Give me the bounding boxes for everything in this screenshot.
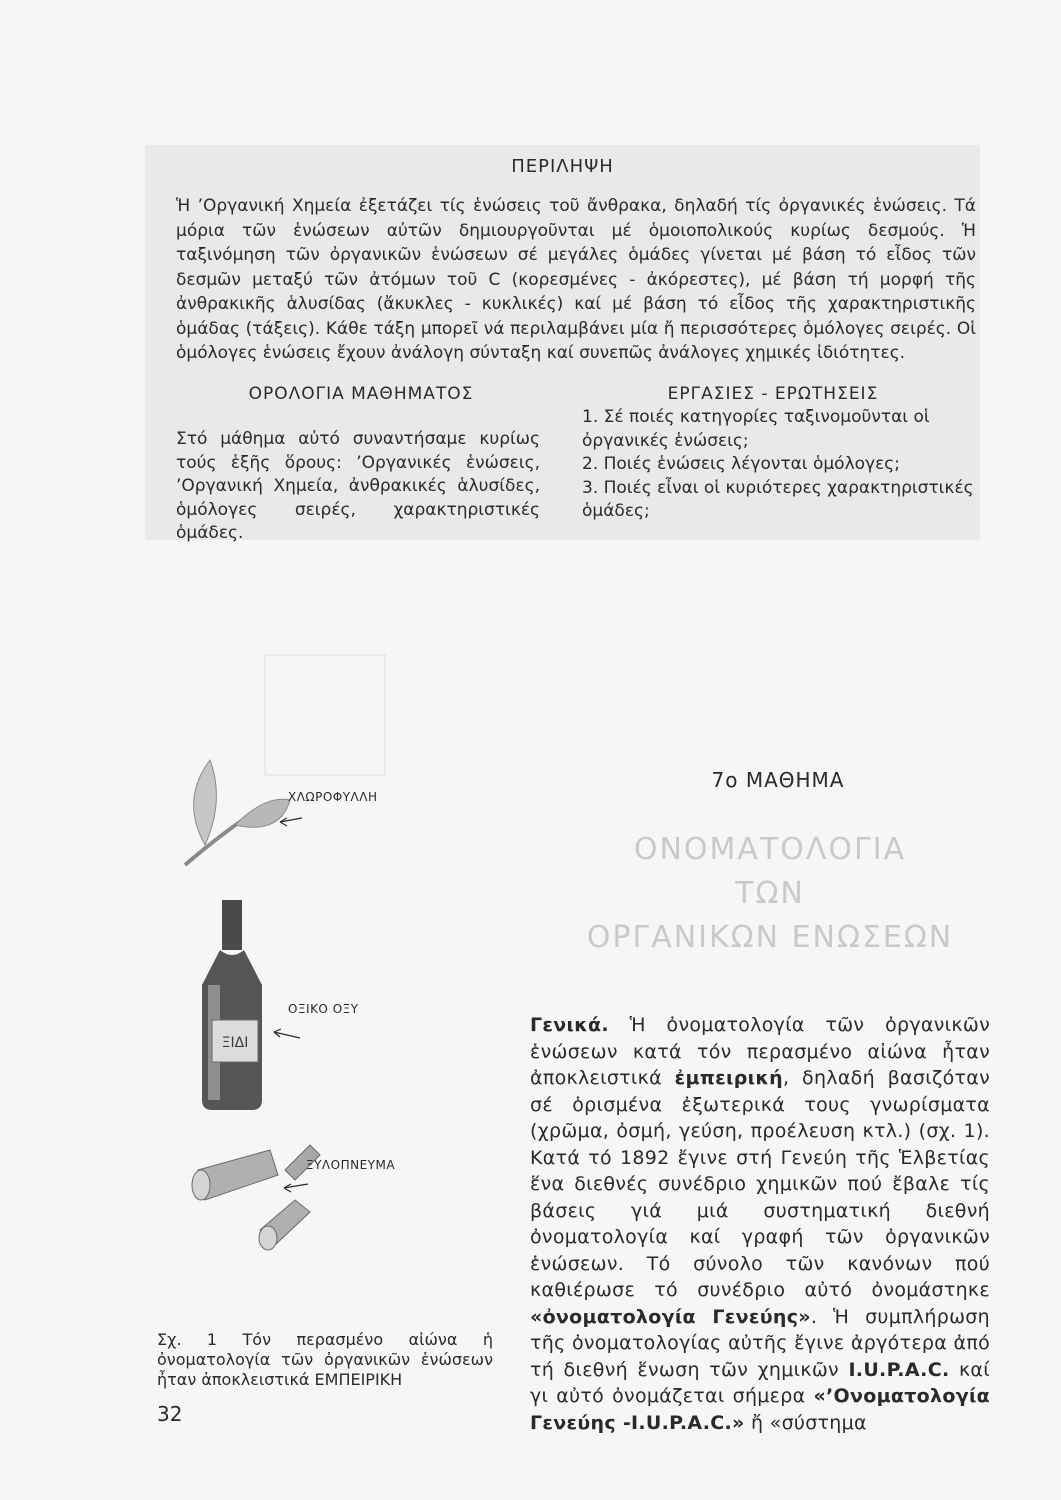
question-item: 2. Ποιές ἑνώσεις λέγονται ὁμόλογες; — [582, 454, 900, 474]
body-lead: Γενικά. — [530, 1014, 609, 1036]
faint-frame — [265, 655, 385, 775]
question-item: 1. Σέ ποιές κατηγορίες ταξινομοῦνται οἱ ὀργανικές ἑνώσεις; — [582, 407, 930, 451]
body-text: Γενικά. Ἡ ὀνοματολογία τῶν ὀργανικῶν ἑνώσεων κατά τόν περασμένο αἰώνα ἦταν ἀποκλειστικά ἐμπειρική, δηλαδή βασιζόταν σέ ὁρισμένα ἐξωτερικά τους γνωρίσματα (χρῶμα, ὀσμή, γεύση, προέλευση κτλ.) (σχ. 1). Κατά τό 1892 ἔγινε στή Γενεύη τῆς Ἑλβετίας ἕνα διεθνές συνέδριο χημικῶν πού ἔβαλε τίς βάσεις γιά μιά συστηματική διεθνή ὀνοματολογία καί γραφή τῶν ὀργανικῶν ἑνώσεων. Τό σύνολο τῶν κανόνων πού καθιέρωσε τό συνέδριο αὐτό ὀνομάστηκε «ὀνοματολογία Γενεύης». Ἡ συμπλήρωση τῆς ὀνοματολογίας αὐτῆς ἔγινε ἀργότερα ἀπό τή διεθνή ἕνωση τῶν χημικῶν I.U.P.A.C. καί γι αὐτό ὀνομάζεται σήμερα «’Ονοματολογία Γενεύης -I.U.P.A.C.» ἤ «σύστημα — [530, 1014, 990, 1434]
lesson-title-line: ΤΩΝ — [735, 876, 805, 911]
figure-illustration — [150, 600, 500, 1320]
page-number: 32 — [157, 1402, 183, 1426]
terms-text: Στό μάθημα αὐτό συναντήσαμε κυρίως τούς ἑξῆς ὅρους: ’Οργανικές ἑνώσεις, ’Οργανική Χημεία, ἀνθρακικές ἁλυσίδες, ὁμόλογες σειρές, χαρακτηριστικές ὁμάδες. — [176, 429, 540, 543]
bottle-icon — [202, 900, 262, 1110]
arrow-icon — [280, 818, 287, 826]
wood-log-icon — [192, 1145, 320, 1250]
leaf-icon — [185, 760, 290, 865]
figure-label-woodspirit: ΞΥΛΟΠΝΕΥΜΑ — [306, 1158, 396, 1172]
figure-label-vinegar: ΟΞΙΚΟ ΟΞΥ — [288, 1002, 359, 1016]
questions-title: ΕΡΓΑΣΙΕΣ - ΕΡΩΤΗΣΕΙΣ — [667, 384, 879, 404]
questions-list — [582, 406, 974, 524]
terms-title: ΟΡΟΛΟΓΙΑ ΜΑΘΗΜΑΤΟΣ — [248, 384, 474, 404]
bottle-label: ΞΙΔΙ — [221, 1035, 249, 1051]
figure-caption: Σχ. 1 Τόν περασμένο αἰώνα ἡ ὀνοματολογία τῶν ὀργανικῶν ἑνώσεων ἦταν ἀποκλειστικά ΕΜΠΕΙΡΙΚΗ — [157, 1330, 493, 1389]
summary-title: ΠΕΡΙΛΗΨΗ — [511, 156, 614, 177]
lesson-title-line: ΟΝΟΜΑΤΟΛΟΓΙΑ — [633, 832, 907, 867]
summary-text: Ἡ ’Οργανική Χημεία ἐξετάζει τίς ἑνώσεις τοῦ ἄνθρακα, δηλαδή τίς ὀργανικές ἑνώσεις. Τά μόρια τῶν ἑνώσεων αὐτῶν δημιουργοῦνται μέ ὁμοιοπολικούς κυρίως δεσμούς. Ἡ ταξινόμηση τῶν ὀργανικῶν ἑνώσεων σέ μεγάλες ὁμάδες γίνεται μέ βάση τό εἶδος τῶν δεσμῶν μεταξύ τῶν ἀτόμων τοῦ C (κορεσμένες - ἀκόρεστες), μέ βάση τή μορφή τῆς ἀνθρακικῆς ἁλυσίδας (ἄκυκλες - κυκλικές) καί μέ βάση τό εἶδος τῆς χαρακτηριστικῆς ὁμάδας (τάξεις). Κάθε τάξη μπορεῖ νά περιλαμβάνει μία ἤ περισσότερες ὁμόλογες σειρές. Οἱ ὁμόλογες ἑνώσεις ἔχουν ἀνάλογη σύνταξη καί συνεπῶς ἀνάλογες χημικές ἰδιότητες. — [176, 196, 976, 363]
figure-label-chlorophyll: ΧΛΩΡΟΦΥΛΛΗ — [288, 790, 378, 804]
question-item: 3. Ποιές εἶναι οἱ κυριότερες χαρακτηριστικές ὁμάδες; — [582, 477, 974, 521]
lesson-number: 7ο ΜΑΘΗΜΑ — [711, 768, 845, 792]
lesson-title-line: ΟΡΓΑΝΙΚΩΝ ΕΝΩΣΕΩΝ — [586, 920, 954, 955]
